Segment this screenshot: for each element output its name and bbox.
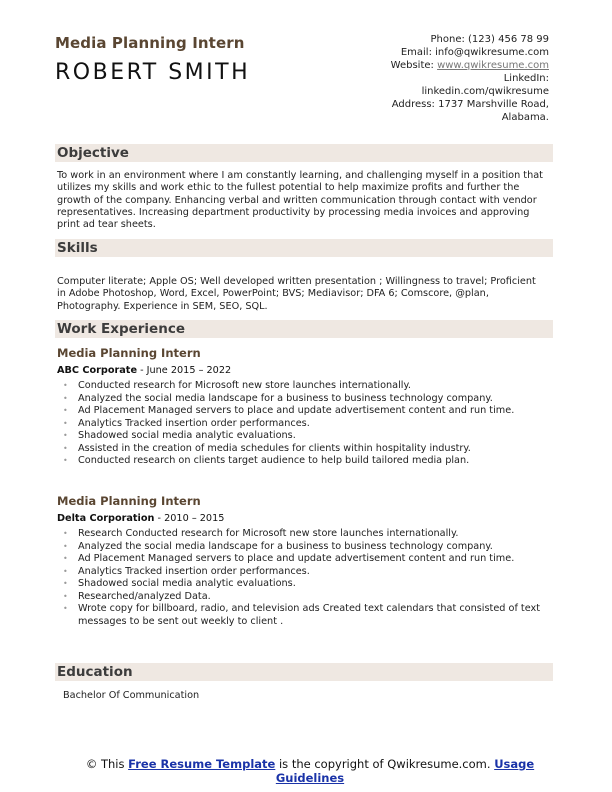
section-heading-education: Education xyxy=(55,663,553,681)
free-resume-template-link[interactable]: Free Resume Template xyxy=(128,757,276,771)
list-item: • Ad Placement Managed servers to place and update advertisement content and run time. xyxy=(57,405,547,418)
objective-text: To work in an environment where I am constantly learning, and challenging myself in a position that utilizes my skills and work ethic to the fullest potential to help maximize profits and further the growth of the company. Enhancing verbal and written communication through contact with vendor representatives. Increasing department productivity by processing media invoices and approving print ad tear sheets. xyxy=(57,170,543,231)
linkedin-value: linkedin.com/qwikresume xyxy=(421,86,549,97)
list-item: • Shadowed social media analytic evaluations. xyxy=(57,578,547,591)
job-1-company-line xyxy=(57,365,231,376)
list-item: • Analytics Tracked insertion order performances. xyxy=(57,418,547,431)
section-heading-objective: Objective xyxy=(55,144,553,162)
address-line1: Address: 1737 Marshville Road, xyxy=(391,99,549,110)
job-title: Media Planning Intern xyxy=(55,34,245,52)
section-heading-work-experience: Work Experience xyxy=(55,320,553,338)
skills-text: Computer literate; Apple OS; Well developed written presentation ; Willingness to travel; Proficient in Adobe Photoshop, Word, Excel, PowerPoint; BVS; Mediavisor; DFA 6; Comscore, @plan, Photography. Experience in SEM, SEO, SQL. xyxy=(57,276,536,312)
list-item: • Analyzed the social media landscape for a business to business technology company. xyxy=(57,393,547,406)
job-2-dates: - 2010 – 2015 xyxy=(154,513,225,524)
job-2-bullets xyxy=(57,528,547,628)
usage-guidelines-link[interactable]: Usage Guidelines xyxy=(275,757,535,785)
education-degree: Bachelor Of Communication xyxy=(63,690,200,701)
website xyxy=(329,59,549,72)
candidate-name: ROBERT SMITH xyxy=(55,60,251,85)
footer-prefix: © This xyxy=(85,757,129,771)
address-line2: Alabama. xyxy=(501,112,549,123)
job-1-dates: - June 2015 – 2022 xyxy=(137,365,232,376)
list-item: • Conducted research on clients target audience to help build tailored media plan. xyxy=(57,455,547,468)
list-item: • Assisted in the creation of media schedules for clients within hospitality industry. xyxy=(57,443,547,456)
list-item: • Shadowed social media analytic evaluations. xyxy=(57,430,547,443)
email: Email: info@qwikresume.com xyxy=(400,47,549,58)
section-heading-skills: Skills xyxy=(55,239,553,257)
job-1-title: Media Planning Intern xyxy=(57,346,201,360)
job-2-company-line xyxy=(57,513,224,524)
job-2-title: Media Planning Intern xyxy=(57,494,201,508)
website-link[interactable]: www.qwikresume.com xyxy=(437,60,549,71)
website-label: Website: xyxy=(390,60,438,71)
job-1-company: ABC Corporate xyxy=(57,365,138,376)
list-item: • Wrote copy for billboard, radio, and television ads Created text calendars that consisted of text messages to be sent out weekly to client . xyxy=(57,603,547,628)
linkedin-label: LinkedIn: xyxy=(503,73,549,84)
job-1-bullets xyxy=(57,380,547,468)
list-item: • Analytics Tracked insertion order performances. xyxy=(57,566,547,579)
list-item: • Researched/analyzed Data. xyxy=(57,591,547,604)
footer-middle: is the copyright of Qwikresume.com. xyxy=(275,757,495,771)
list-item: • Analyzed the social media landscape for a business to business technology company. xyxy=(57,541,547,554)
list-item: • Research Conducted research for Microsoft new store launches internationally. xyxy=(57,528,547,541)
footer-copyright xyxy=(80,757,540,785)
contact-info xyxy=(329,33,549,124)
list-item: • Conducted research for Microsoft new store launches internationally. xyxy=(57,380,547,393)
phone: Phone: (123) 456 78 99 xyxy=(430,34,549,45)
header-left xyxy=(55,34,250,85)
list-item: • Ad Placement Managed servers to place and update advertisement content and run time. xyxy=(57,553,547,566)
job-2-company: Delta Corporation xyxy=(57,513,155,524)
